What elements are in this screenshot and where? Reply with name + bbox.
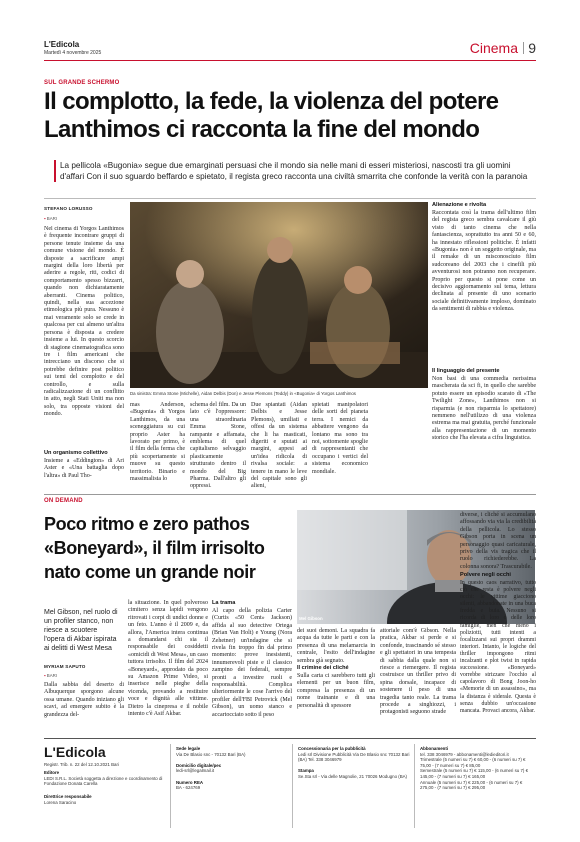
article1-rule xyxy=(44,198,536,199)
footer-logo: L'Edicola xyxy=(44,744,106,760)
article2-lead: Mel Gibson, nel ruolo di un profiler stanco, non riesce a scuotere l'opera di Akbar ispirata ai delitti di West Mesa xyxy=(44,609,118,652)
footer-director xyxy=(44,794,168,805)
section-name: Cinema xyxy=(469,40,518,56)
footer-pec-label: Domicilio digitale/pec xyxy=(176,762,222,768)
footer-separator xyxy=(414,744,415,828)
article2-right-p2: In questo caos narrativo, tutto ciò che resta è polvere negli occhi: le vittime giacciono silenti, abbandonate in una buca fredda e buia. Nessuno si ricorda di loro o delle loro famiglie, men che meno i poliziotti, tutti intenti a focalizzarsi sui propri drammi interiori. Intanto, le logiche del thriller impongono ritmi incalzanti e plot twist in rapida successione. «Boneyard» vorrebbe strizzare l'occhio al capolavoro di Bong Joon-ho «Memorie di un assassino», ma la distanza è siderale. Questa è senza dubbio un'occasione mancata. Provaci ancora, Akbar. xyxy=(460,580,536,714)
footer-editor-text: LEDI S.R.L. Società soggetta a direzione e coordinamento di Fondazione Donata Carella xyxy=(44,775,163,787)
article1-title: Il complotto, la fede, la violenza del potere Lanthimos ci racconta la fine del mondo xyxy=(44,88,499,143)
footer-editor xyxy=(44,770,168,787)
article2-col4-subheading: Il crimine dei cliché xyxy=(297,665,349,671)
article1-right-col-p1: Raccontata così la trama dell'ultimo film del regista greco sembra cavalcare il giù visto di tanto cinema che nella fantascienza, soprattutto tra anni 50 e 60, ha innestato riflessioni politiche. È infatti «Bugonia» non è un soggetto originale, ma il remake di un misconosciuto film sudcoreano del 2003 che i cinefili più avventurosi non potranno non recuperare. Proprio per questo si pone come un decisivo aggiornamento sul tema, lettura declinata al presente di uno scenario sociale definitivamente imploso, dominato da sentimenti di rabbia e violenza. xyxy=(432,210,536,313)
article2-location-label: BARI xyxy=(46,673,58,678)
footer-annuale: Annuale (5 numeri su 7) € 225,00 - (6 numeri su 7) € 275,00 - (7 numeri su 7) € 295,00 xyxy=(420,779,523,791)
page-number: 9 xyxy=(528,40,536,56)
article2-col3-subheading: La trama xyxy=(212,600,236,606)
footer-semestrale: Semestrale (5 numeri su 7) € 115,00 - (6 numeri su 7) € 145,00 - (7 numeri su 7) € 165,00 xyxy=(420,768,529,779)
header-rule xyxy=(44,60,536,61)
article2-right-subheading: Polvere negli occhi xyxy=(460,572,511,578)
footer-stampa-label: Stampa xyxy=(298,768,314,774)
footer-legal xyxy=(176,746,286,791)
article1-right-col-p2: Non basi di una commedia nerissima mascherata da sci fi, in quello che sarebbe potuto essere un episodio scarato di «The Twilight Zone», Lanthimos non si risparmia (e non risparmia lo spettatore) nemmeno nell'utilizzo di una violenza estrema ma mai gratuita, perché funzionale alla rappresentazione di un momento storico che l'ha elevata a cifra linguistica. xyxy=(432,376,536,442)
article2-col3: Al capo della polizia Carter (Curtis «50 Cent» Jackson) affida al suo detective Ortega (Brian Van Holt) e Young (Nora Zehetner) un'indagine che si rivela fin troppo fin dal primo momento: prove inesistenti, innumerevoli piste e il classico zampino dei federali, sempre pronti a investire ruoli e responsabilità. Complica ulteriormente le cose l'arrivo del profiler dell'FBI Petrovick (Mel Gibson), un uomo stanco e accartocciato sotto il peso xyxy=(212,608,292,718)
footer-rea-label: Numero REA xyxy=(176,779,204,785)
article2-col2: la situazione. In quel polveroso cimitero senza lapidi vengono ritrovati i corpi di undici donne e un feto. L'anno è il 2009 e, da allora, l'America intera continua a domandarsi chi sia il responsabile dei cosiddetti «omicidi di West Mesa», un caso tuttora irrisolto. Il film del 2024 «Boneyard», approdato da poco su Amazon Prime Video, si inserisce nelle pieghe della vicenda, provando a restituire voce e dignità alle vittime. Dietro la cinepresa e il nobile intento c'è Asif Akbar. xyxy=(128,600,208,718)
footer-trimestrale: Trimestrale (5 numeri su 7) € 60,00 - (6 numeri su 7) € 75,00 - (7 numeri su 7) € 85,00 xyxy=(420,757,526,768)
article1-photo-caption: Da sinistra: Emma Stone (Michelle), Aidan Delbis (Don) e Jesse Plemons (Teddy) in «Bugonia» di Yorgos Lanthimos xyxy=(130,391,356,396)
article2-rule xyxy=(44,494,536,495)
article2-photo-caption: Mel Gibson xyxy=(299,616,323,621)
footer-advertising xyxy=(298,746,410,780)
footer-sede: Via De Blasio snc - 70132 Bari (BA) xyxy=(176,751,246,757)
footer-registration: Registr. Trib. n. 22 del 12.10.2021 Bari xyxy=(44,762,119,767)
article1-col1-p2: Insieme a «Eddington» di Ari Aster e «Una battaglia dopo l'altra» di Paul Tho- xyxy=(44,458,124,479)
article1-location-label: BARI xyxy=(46,216,58,221)
article1-col1: Nel cinema di Yorgos Lanthimos è frequente incontrare gruppi di persone tenute insieme da una comune visione del mondo. È disposte a sacrificare ampi margini della loro libertà per aderire a regole, riti, codici di comportamento spesso bizzarri, quando non dichiaratamente aberranti. Cinema politico, quindi, nella sua accezione etimologica più pura. Nessuno è mai veramente solo se crede in qualcosa per cui almeno un'altra persona è disposta a credere insieme a lui. In questo scorcio di stagione cinematografica sono tre i film americani che intrecciano un discorso che si potrebbe definire post politico sui temi del complotto e del controllo, e sulla radicalizzazione di un conflitto in atto, negli Stati Uniti ma non solo, tra opposte visioni del mondo. xyxy=(44,226,124,418)
article2-col4: dei suoi demoni. La squadra fa acqua da tutte le parti e con la presenza di una melamarcia in centrale, l'esito dell'indagine sembra già segnato. xyxy=(297,628,375,664)
footer-pec: ledi-srl@legalmail.it xyxy=(176,768,215,774)
article2-location xyxy=(44,673,57,678)
footer-stampa: Se.Sta srl - Via delle Magnolie, 21 70026 Modugno (BA) xyxy=(298,773,408,779)
footer-editor-label: Editore xyxy=(44,770,60,775)
article2-right-p1: diverse, i cliché si accumulano affossando via via la credibilità della pellicola. Lo stesso Gibson porta in scena un personaggio quasi caricaturale, privo della vis tragica che il ruolo richiederebbe. La colonna sonora? Trascurabile. xyxy=(460,512,536,570)
section-divider xyxy=(523,42,524,54)
footer-sede-label: Sede legale xyxy=(176,746,201,751)
footer-subscriptions xyxy=(420,746,536,791)
footer-conc: Ledi srl Divisione Pubblicità Via De Blasio snc 70132 Bari (BA) Tel. 338 3046979 xyxy=(298,751,410,763)
article1-kicker: SUL GRANDE SCHERMO xyxy=(44,80,120,86)
article1-col5: spietati manipolatori delle sorti del pianeta terra. I nemici da abbattere vengono da lontano ma sono tra noi, sottomente spoglie di rappresentanti che occupano i vertici del sistema economico mondiale. xyxy=(312,402,368,475)
article1-location xyxy=(44,216,57,221)
bugonia-still-photo xyxy=(130,202,428,388)
article2-title: Poco ritmo e zero pathos «Boneyard», il film irrisolto nato come un grande noir xyxy=(44,514,265,582)
location-pin-icon: ▪ xyxy=(44,673,47,678)
article1-right-subheading1: Alienazione e rivolta xyxy=(432,202,487,208)
footer-director-label: Direttrice responsabile xyxy=(44,794,92,799)
footer-abb-contact: tel. 338 3046979 - abbonamenti@ledieditori.it xyxy=(420,751,509,757)
article2-col1: Dalla sabbia del deserto di Albuquerque sporgono alcune ossa umane. Quando iniziano gli scavi, ad emergere subito è la grandezza del- xyxy=(44,682,124,718)
footer-director-name: Lorena Saracino xyxy=(44,799,77,805)
article1-col3: schema del film. Da un lato c'è l'oppressore: una straordinaria Emma Stone, rampante e affamata, emblema di quel capitalismo selvaggio plasticamente strutturato dentro il mondo del Big Pharma. Dall'altro gli oppressi. xyxy=(190,402,246,490)
footer-abb-label: Abbonamenti xyxy=(420,746,449,751)
article1-lead: La pellicola «Bugonia» segue due emarginati persuasi che il mondo sia nelle mani di esseri misteriosi, nascosti tra gli uomini d'affari Con il suo sguardo beffardo e spietato, il regista greco racconta una civiltà smarrita che confonde la verità con la paranoia xyxy=(54,160,534,182)
footer-conc-label: Concessionaria per la pubblicità xyxy=(298,746,366,751)
article2-author: MYRIAM SAPUTO xyxy=(44,664,86,669)
footer-separator xyxy=(292,744,293,828)
article2-col5: attoriale com'è Gibson. Nella pratica, Akbar si perde e si confonde, trascinando sé stesso e gli spettatori in una tempesta di sabbia dalla quale non si riesce a riemergere. Il regista costruisce un thriller privo di spina dorsale, incapace di sostenere il peso di una tragedia tanto reale. La trama procede a singhiozzi, i protagonisti seguono strade xyxy=(380,628,456,716)
issue-date: Martedì 4 novembre 2025 xyxy=(44,50,102,56)
article2-kicker: ON DEMAND xyxy=(44,498,83,504)
footer-separator xyxy=(170,744,171,828)
masthead-logo: L'Edicola xyxy=(44,40,80,49)
article1-author: STEFANO LORUSSO xyxy=(44,206,93,211)
article2-col4b: Sulla carta ci sarebbero tutti gli elementi per un buon film, compresa la presenza di un nome trainante e di una personalità di spessore xyxy=(297,673,375,709)
article1-right-subheading2: Il linguaggio del presente xyxy=(432,368,500,374)
article1-col2: mas Anderson, «Bugonia» di Yorgos Lanthimos, da una sceneggiatura su cui proprio Aster ha lavorato per primo, è il film della ferma che più scopertamente si muove su questo territorio. Binario e massimalista lo xyxy=(130,402,185,483)
footer-rule xyxy=(44,738,536,739)
footer-rea: BA - 624769 xyxy=(176,785,201,791)
article1-col4: Due spiantati (Aidan Delbis e Jesse Plemons), umiliati e offesi da un sistema che li ha masticati, digeriti e sputati ai margini, appesi ad un'idea ridicola di rivalsa sociale: a tenere in mano le leve del capitale sono gli alieni, xyxy=(251,402,307,490)
location-pin-icon: ▪ xyxy=(44,216,47,221)
article1-col1-subheading: Un organismo collettivo xyxy=(44,450,108,456)
